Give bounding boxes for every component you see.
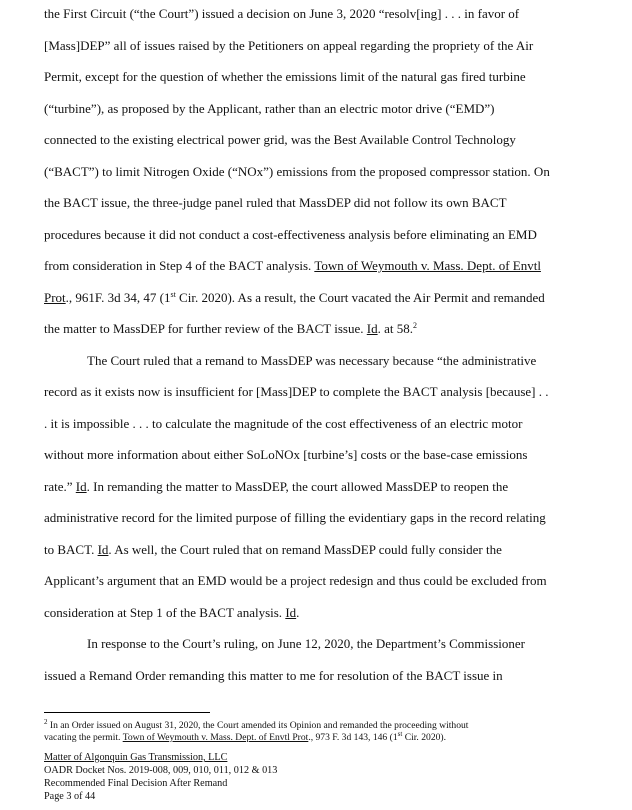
body-line: [Mass]DEP” all of issues raised by the Petitioners on appeal regarding the propriety of the Air — [44, 38, 534, 53]
footnote-divider — [44, 712, 210, 713]
body-line: (“BACT”) to limit Nitrogen Oxide (“NOx”) emissions from the proposed compressor station. On — [44, 164, 550, 179]
footer-docket: OADR Docket Nos. 2019-008, 009, 010, 011, 012 & 013 — [44, 765, 278, 776]
footnote-reference: 2 — [413, 321, 417, 330]
paragraph-first-line: In response to the Court’s ruling, on June 12, 2020, the Department’s Commissioner — [87, 636, 525, 651]
body-line: without more information about either SoLoNOx [turbine’s] costs or the base-case emissions — [44, 447, 528, 462]
body-line: Applicant’s argument that an EMD would be a project redesign and thus could be excluded from — [44, 573, 547, 588]
body-line: Permit, except for the question of whether the emissions limit of the natural gas fired turbine — [44, 69, 526, 84]
case-citation: Town of Weymouth v. Mass. Dept. of Envtl — [314, 258, 541, 273]
body-line: procedures because it did not conduct a cost-effectiveness analysis before eliminating an EMD — [44, 227, 537, 242]
body-line: the matter to MassDEP for further review of the BACT issue. Id. at 58.$^2$ — [44, 321, 417, 336]
body-line: . it is impossible . . . to calculate the magnitude of the cost effectiveness of an electric motor — [44, 416, 523, 431]
footnote: $^2$ In an Order issued on August 31, 2020, the Court amended its Opinion and remanded the proceeding without — [44, 718, 469, 731]
footnote-number: 2 — [44, 718, 48, 726]
body-line: the First Circuit (“the Court”) issued a decision on June 3, 2020 “resolv[ing] . . . in favor of — [44, 6, 520, 21]
footer-page-number: Page 3 of 44 — [44, 791, 96, 802]
body-line: consideration at Step 1 of the BACT analysis. Id. — [44, 605, 300, 620]
footnote: vacating the permit. Town of Weymouth v. Mass. Dept. of Envtl Prot., 973 F. 3d 143, 146 (1st Cir. 2020). — [44, 730, 447, 743]
case-citation: Prot — [44, 290, 66, 305]
body-line: (“turbine”), as proposed by the Applicant, rather than an electric motor drive (“EMD”) — [44, 101, 495, 116]
body-line: Prot., 961F. 3d 34, 47 (1st Cir. 2020). As a result, the Court vacated the Air Permit and remanded — [44, 290, 545, 305]
id-citation: Id — [97, 542, 109, 557]
footer-decision: Recommended Final Decision After Remand — [44, 778, 228, 789]
body-line: to BACT. Id. As well, the Court ruled that on remand MassDEP could fully consider the — [44, 542, 502, 557]
id-citation: Id — [366, 321, 378, 336]
id-citation: Id — [75, 479, 87, 494]
footer-case-name: Matter of Algonquin Gas Transmission, LLC — [44, 752, 228, 763]
paragraph-first-line: The Court ruled that a remand to MassDEP was necessary because “the administrative — [87, 353, 537, 368]
body-line: the BACT issue, the three-judge panel ruled that MassDEP did not follow its own BACT — [44, 195, 507, 210]
body-line: administrative record for the limited purpose of filling the evidentiary gaps in the record relating — [44, 510, 546, 525]
body-line: issued a Remand Order remanding this matter to me for resolution of the BACT issue in — [44, 668, 503, 683]
body-line: rate.” Id. In remanding the matter to MassDEP, the court allowed MassDEP to reopen the — [44, 479, 509, 494]
body-line: record as it exists now is insufficient for [Mass]DEP to complete the BACT analysis [because] . . — [44, 384, 549, 399]
id-citation: Id — [285, 605, 297, 620]
case-citation: Town of Weymouth v. Mass. Dept. of Envtl Prot — [122, 732, 309, 743]
body-line: connected to the existing electrical power grid, was the Best Available Control Technology — [44, 132, 516, 147]
body-line: from consideration in Step 4 of the BACT analysis. Town of Weymouth v. Mass. Dept. of Envtl — [44, 258, 541, 273]
